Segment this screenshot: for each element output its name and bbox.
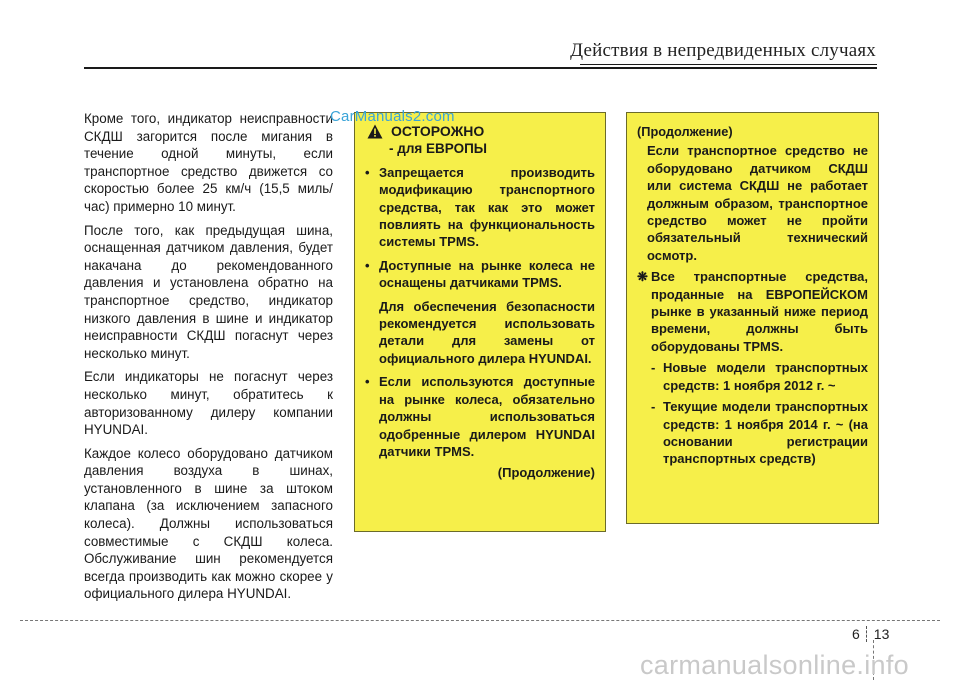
paragraph: Если индикаторы не погаснут через несколько минут, обратитесь к авторизованному дилеру компании HYUNDAI. bbox=[84, 369, 333, 438]
warning-box bbox=[354, 112, 606, 532]
dash-item bbox=[627, 355, 878, 394]
continued-warning-box bbox=[626, 112, 879, 524]
left-text-column bbox=[84, 110, 333, 609]
warning-bullet bbox=[355, 257, 605, 292]
dash-item bbox=[627, 394, 878, 468]
warning-triangle-icon bbox=[367, 124, 383, 139]
page-header-title: Действия в непредвиденных случаях bbox=[570, 40, 876, 61]
asterisk-icon: ❋ bbox=[637, 269, 648, 285]
dash-text: Новые модели транспортных средств: 1 ноября 2012 г. ~ bbox=[663, 360, 868, 393]
dash-mark: - bbox=[651, 399, 656, 415]
warning-indent-paragraph: Для обеспечения безопасности рекомендуется использовать детали для замены от официального дилера HYUNDAI. bbox=[379, 298, 595, 366]
bullet-mark: • bbox=[365, 164, 370, 180]
bullet-text: Доступные на рынке колеса не оснащены датчиками TPMS. bbox=[379, 257, 595, 291]
footer-dashed-line bbox=[20, 620, 940, 621]
paragraph: Каждое колесо оборудовано датчиком давления воздуха в шинах, установленного в шине за штоком клапана (за исключением запасного колеса). Должны использоваться совместимые с СКДШ колеса. Обслуживание шин рекомендуется всегда производить как можно скорее у официального дилера HYUNDAI. bbox=[84, 445, 333, 602]
chapter-number: 6 bbox=[852, 626, 860, 642]
warning-bullet bbox=[355, 164, 605, 251]
bullet-mark: • bbox=[365, 374, 370, 390]
note-text: Все транспортные средства, проданные на ЕВРОПЕЙСКОМ рынке в указанный ниже период времени, должны быть оборудованы TPMS. bbox=[651, 269, 868, 354]
bullet-text: Если используются доступные на рынке колеса, обязательно должны использоваться одобренные дилером HYUNDAI датчики TPMS. bbox=[379, 374, 595, 459]
page-number-separator bbox=[866, 626, 868, 642]
header-rule-thin bbox=[580, 64, 877, 65]
paragraph: После того, как предыдущая шина, оснащенная датчиком давления, будет накачана до рекомендованного давления и установлена обратно на транспортное средство, индикатор низкого давления в шине и индикатор неисправности СКДШ погаснут через несколько минут. bbox=[84, 222, 333, 361]
bullet-mark: • bbox=[365, 257, 370, 273]
bullet-text: Запрещается производить модификацию транспортного средства, так как это может повлиять на функциональность системы TPMS. bbox=[379, 164, 595, 250]
header-rule bbox=[84, 67, 877, 69]
continued-label: (Продолжение) bbox=[497, 465, 595, 481]
dash-text: Текущие модели транспортных средств: 1 ноября 2014 г. ~ (на основании регистрации транспортных средств) bbox=[663, 399, 868, 467]
watermark-bottom: carmanualsonline.info bbox=[640, 650, 909, 680]
warning-title: ОСТОРОЖНО bbox=[391, 123, 485, 139]
page-number bbox=[852, 626, 889, 642]
dash-mark: - bbox=[651, 360, 656, 376]
continued-paragraph: Если транспортное средство не оборудовано датчиком СКДШ или система СКДШ не работает должным образом, транспортное средство может не пройти обязательный технический осмотр. bbox=[647, 143, 868, 263]
warning-bullet bbox=[355, 373, 605, 460]
continued-heading: (Продолжение) bbox=[637, 124, 733, 139]
page-number-value: 13 bbox=[873, 626, 890, 642]
paragraph: Кроме того, индикатор неисправности СКДШ загорится после мигания в течение одной минуты, если транспортное средство движется со скоростью более 25 км/ч (15,5 миль/час) примерно 10 минут. bbox=[84, 111, 333, 214]
note-item bbox=[627, 264, 878, 355]
warning-subtitle: - для ЕВРОПЫ bbox=[389, 141, 488, 157]
watermark-top: CarManuals2.com bbox=[330, 108, 455, 125]
